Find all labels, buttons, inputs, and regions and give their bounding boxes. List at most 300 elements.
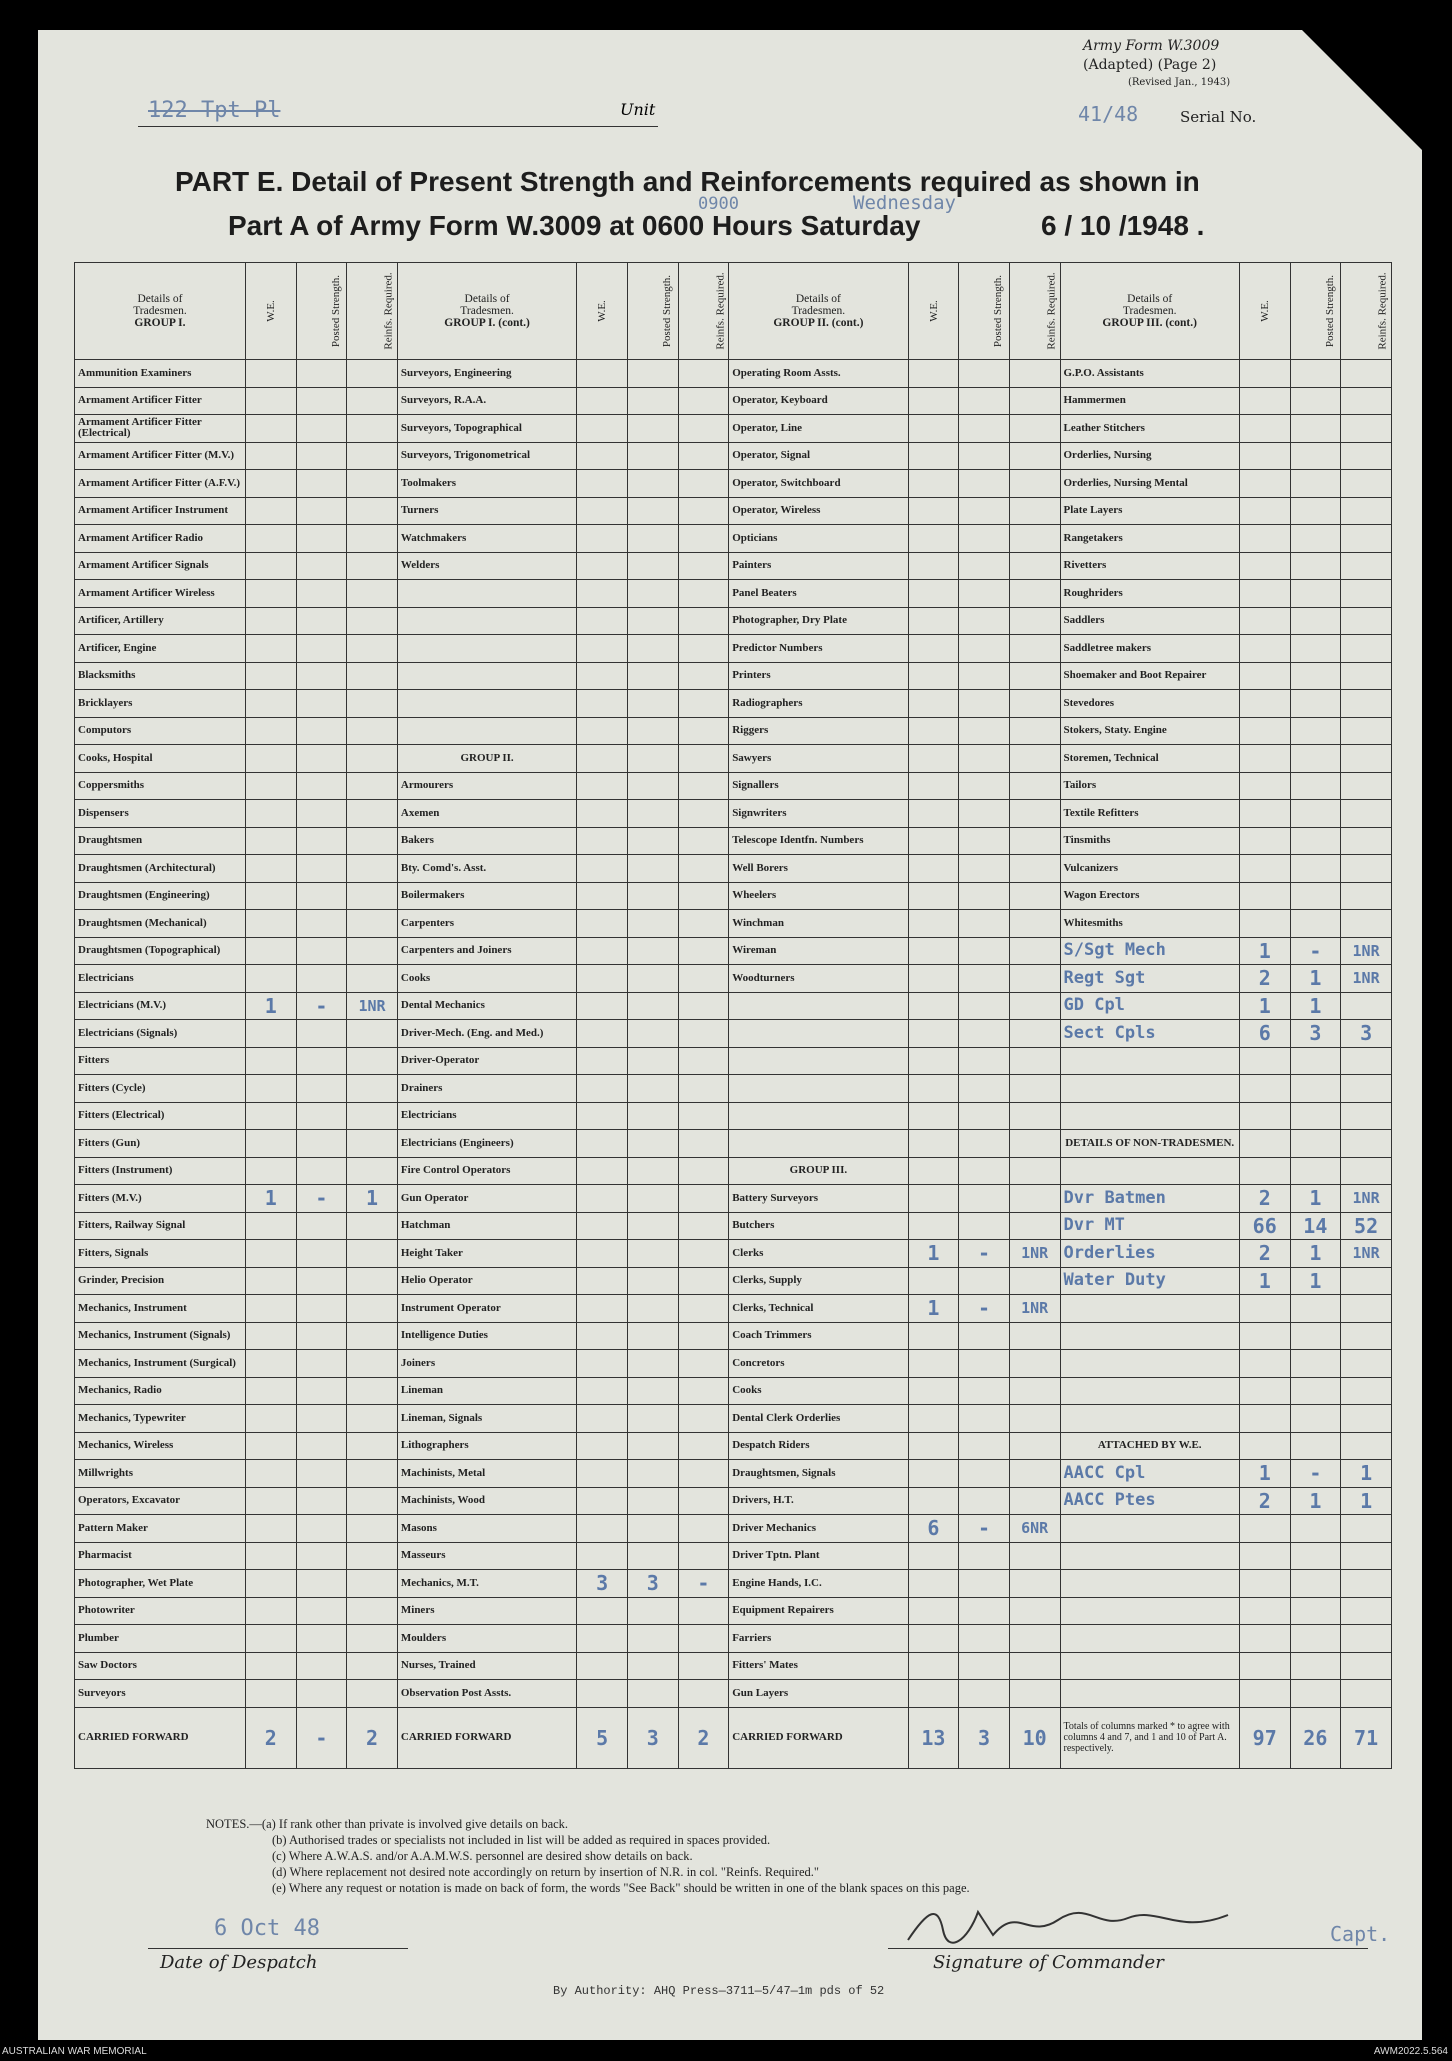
reinfs-value (1341, 992, 1392, 1020)
we-value (577, 1322, 628, 1350)
reinfs-value (347, 360, 398, 388)
we-value (245, 1157, 296, 1185)
trade-name: Battery Surveyors (729, 1185, 908, 1213)
reinfs-value (347, 1542, 398, 1570)
reinfs-value (347, 717, 398, 745)
trade-name (1060, 1157, 1239, 1185)
trade-name: Wagon Erectors (1060, 882, 1239, 910)
title-line1: PART E. Detail of Present Strength and Reinforcements required as shown in (175, 166, 1200, 197)
posted-value (1290, 525, 1341, 553)
table-row (75, 937, 1392, 965)
trade-name: Ammunition Examiners (75, 360, 246, 388)
posted-value: 1 (1290, 992, 1341, 1020)
trade-name: Machinists, Metal (397, 1460, 576, 1488)
header-reinfs: Reinfs. Required. (347, 263, 398, 360)
trade-name: Saddletree makers (1060, 635, 1239, 663)
we-value (577, 1350, 628, 1378)
we-value (245, 497, 296, 525)
trade-name: Electricians (75, 965, 246, 993)
posted-value (627, 1212, 678, 1240)
table-row (75, 690, 1392, 718)
trade-name (729, 1102, 908, 1130)
trade-name: Boilermakers (397, 882, 576, 910)
trade-name: AACC Cpl (1060, 1460, 1239, 1488)
table-row (75, 827, 1392, 855)
reinfs-value (1009, 580, 1060, 608)
total-we: 97 (1239, 1707, 1290, 1768)
trade-name: Turners (397, 497, 576, 525)
trade-name: Panel Beaters (729, 580, 908, 608)
trade-name (397, 662, 576, 690)
posted-value (627, 360, 678, 388)
reinfs-value (347, 387, 398, 415)
we-value (245, 552, 296, 580)
trade-name: Operator, Line (729, 415, 908, 443)
posted-value (959, 1047, 1010, 1075)
we-value (577, 415, 628, 443)
reinfs-value (1341, 1515, 1392, 1543)
reinfs-value (678, 442, 729, 470)
we-value (908, 470, 959, 498)
reinfs-value (1341, 1377, 1392, 1405)
trade-name (729, 992, 908, 1020)
header-reinfs: Reinfs. Required. (1009, 263, 1060, 360)
carried-forward-label: CARRIED FORWARD (397, 1707, 576, 1768)
posted-value (959, 1322, 1010, 1350)
we-value (245, 1377, 296, 1405)
table-row (75, 1487, 1392, 1515)
we-value (1239, 1322, 1290, 1350)
trade-name: Roughriders (1060, 580, 1239, 608)
posted-value (959, 1130, 1010, 1158)
trade-name: Wheelers (729, 882, 908, 910)
posted-value (296, 497, 347, 525)
reinfs-value (678, 662, 729, 690)
trade-name: Driver Tptn. Plant (729, 1542, 908, 1570)
table-row (75, 772, 1392, 800)
trade-name: Fitters (Instrument) (75, 1157, 246, 1185)
table-row (75, 360, 1392, 388)
posted-value (627, 772, 678, 800)
reinfs-value (347, 1680, 398, 1708)
posted-value (959, 525, 1010, 553)
posted-value (296, 965, 347, 993)
header-reinfs: Reinfs. Required. (678, 263, 729, 360)
posted-value (959, 470, 1010, 498)
note-b: (b) Authorised trades or specialists not included in list will be added as required in spaces provided. (272, 1833, 771, 1847)
reinfs-value (1341, 1570, 1392, 1598)
trade-name: Driver Mechanics (729, 1515, 908, 1543)
trade-name: Mechanics, Instrument (Signals) (75, 1322, 246, 1350)
trade-name: Well Borers (729, 855, 908, 883)
table-row (75, 1570, 1392, 1598)
we-value (908, 882, 959, 910)
trade-name: Gun Operator (397, 1185, 576, 1213)
trade-name: Fitters (M.V.) (75, 1185, 246, 1213)
we-value: 2 (1239, 1487, 1290, 1515)
posted-value (296, 882, 347, 910)
we-value (908, 442, 959, 470)
notes (206, 1816, 970, 1896)
reinfs-value (1341, 497, 1392, 525)
reinfs-value (678, 635, 729, 663)
reinfs-value (1009, 1047, 1060, 1075)
we-value (577, 1542, 628, 1570)
we-value (1239, 855, 1290, 883)
we-value (577, 1680, 628, 1708)
trade-name: Nurses, Trained (397, 1652, 576, 1680)
trade-name: GD Cpl (1060, 992, 1239, 1020)
posted-value (296, 662, 347, 690)
posted-value (959, 1680, 1010, 1708)
total-we: 2 (245, 1707, 296, 1768)
we-value (577, 717, 628, 745)
trade-name (1060, 1597, 1239, 1625)
trade-name (1060, 1515, 1239, 1543)
trade-name: Masons (397, 1515, 576, 1543)
trade-name: Bricklayers (75, 690, 246, 718)
posted-value (1290, 1515, 1341, 1543)
reinfs-value: 1NR (1009, 1295, 1060, 1323)
posted-value (627, 800, 678, 828)
we-value (245, 1322, 296, 1350)
we-value (908, 1597, 959, 1625)
we-value (245, 1102, 296, 1130)
reinfs-value (1341, 910, 1392, 938)
posted-value (627, 470, 678, 498)
table-row (75, 1295, 1392, 1323)
we-value (577, 690, 628, 718)
trade-name: Storemen, Technical (1060, 745, 1239, 773)
header-posted: Posted Strength. (296, 263, 347, 360)
trade-name: Surveyors, Trigonometrical (397, 442, 576, 470)
we-value (908, 1185, 959, 1213)
reinfs-value (678, 525, 729, 553)
trade-name: Predictor Numbers (729, 635, 908, 663)
reinfs-value (1341, 635, 1392, 663)
posted-value (296, 1157, 347, 1185)
we-value (1239, 415, 1290, 443)
reinfs-value (1341, 827, 1392, 855)
reinfs-value (678, 360, 729, 388)
trade-name: Saddlers (1060, 607, 1239, 635)
reinfs-value (1341, 1075, 1392, 1103)
posted-value (296, 580, 347, 608)
we-value (245, 1515, 296, 1543)
we-value: 2 (1239, 1240, 1290, 1268)
we-value (908, 1377, 959, 1405)
reinfs-value (1341, 1652, 1392, 1680)
trade-name: Cooks, Hospital (75, 745, 246, 773)
posted-value (1290, 1570, 1341, 1598)
we-value (908, 1350, 959, 1378)
posted-value (296, 1542, 347, 1570)
trade-name: Cooks (729, 1377, 908, 1405)
we-value (577, 1185, 628, 1213)
table-row (75, 497, 1392, 525)
signature-line (888, 1948, 1368, 1949)
we-value (245, 1020, 296, 1048)
unit-underline (138, 126, 658, 127)
posted-value (1290, 855, 1341, 883)
despatch-line (148, 1948, 408, 1949)
trade-name: Draughtsmen (Mechanical) (75, 910, 246, 938)
reinfs-value (1009, 635, 1060, 663)
reinfs-value (1341, 1680, 1392, 1708)
trade-name: Stokers, Staty. Engine (1060, 717, 1239, 745)
trade-name: Artificer, Engine (75, 635, 246, 663)
we-value (577, 910, 628, 938)
reinfs-value (347, 1157, 398, 1185)
posted-value (1290, 1652, 1341, 1680)
posted-value (296, 1680, 347, 1708)
reinfs-value (1009, 1625, 1060, 1653)
reinfs-value (1341, 1322, 1392, 1350)
trade-name: Bakers (397, 827, 576, 855)
we-value: 1 (245, 1185, 296, 1213)
we-value: 6 (908, 1515, 959, 1543)
trade-name: Plumber (75, 1625, 246, 1653)
we-value (577, 800, 628, 828)
header-we: W.E. (577, 263, 628, 360)
we-value (245, 1625, 296, 1653)
trade-name (1060, 1405, 1239, 1433)
reinfs-value (678, 1020, 729, 1048)
we-value (245, 525, 296, 553)
trade-name (397, 580, 576, 608)
posted-value (296, 1212, 347, 1240)
reinfs-value (678, 1515, 729, 1543)
trade-name: Driver-Mech. (Eng. and Med.) (397, 1020, 576, 1048)
signature-scribble (898, 1900, 1258, 1950)
posted-value (1290, 607, 1341, 635)
posted-value (627, 1295, 678, 1323)
note-c: (c) Where A.W.A.S. and/or A.A.M.W.S. personnel are desired show details on back. (272, 1849, 693, 1863)
reinfs-value (678, 1350, 729, 1378)
we-value (908, 1322, 959, 1350)
we-value (1239, 1625, 1290, 1653)
table-row (75, 1515, 1392, 1543)
trade-name: Draughtsmen (Architectural) (75, 855, 246, 883)
we-value (1239, 1570, 1290, 1598)
posted-value (296, 1240, 347, 1268)
we-value (1239, 1047, 1290, 1075)
trade-name (1060, 1570, 1239, 1598)
we-value (577, 827, 628, 855)
posted-value (296, 1432, 347, 1460)
trade-name: Lineman (397, 1377, 576, 1405)
table-row (75, 1130, 1392, 1158)
reinfs-value (678, 1322, 729, 1350)
we-value (245, 855, 296, 883)
we-value (908, 1212, 959, 1240)
posted-value (296, 1405, 347, 1433)
posted-value (1290, 882, 1341, 910)
strength-table (74, 262, 1392, 1769)
we-value (1239, 607, 1290, 635)
title-time-typed: 0900 (698, 194, 739, 214)
we-value (245, 1212, 296, 1240)
trade-name: Radiographers (729, 690, 908, 718)
we-value (1239, 580, 1290, 608)
we-value (245, 1130, 296, 1158)
reinfs-value (347, 1267, 398, 1295)
reinfs-value (1009, 1432, 1060, 1460)
posted-value (296, 442, 347, 470)
serial-value: 41/48 (1078, 102, 1139, 126)
reinfs-value (347, 1130, 398, 1158)
posted-value (959, 415, 1010, 443)
we-value (245, 965, 296, 993)
header-we: W.E. (1239, 263, 1290, 360)
reinfs-value (1009, 910, 1060, 938)
posted-value (1290, 1350, 1341, 1378)
trade-name: Observation Post Assts. (397, 1680, 576, 1708)
table-row (75, 717, 1392, 745)
posted-value (296, 1130, 347, 1158)
total-reinfs: 71 (1341, 1707, 1392, 1768)
reinfs-value (347, 1102, 398, 1130)
posted-value (627, 910, 678, 938)
posted-value (627, 745, 678, 773)
reinfs-value (347, 745, 398, 773)
we-value (245, 717, 296, 745)
header-we: W.E. (245, 263, 296, 360)
we-value (577, 1460, 628, 1488)
trade-name (1060, 1322, 1239, 1350)
posted-value (959, 690, 1010, 718)
posted-value (1290, 1102, 1341, 1130)
reinfs-value (347, 1432, 398, 1460)
posted-value (1290, 1625, 1341, 1653)
reinfs-value (1341, 525, 1392, 553)
reinfs-value (1009, 745, 1060, 773)
trade-name: Armament Artificer Radio (75, 525, 246, 553)
reinfs-value (347, 1597, 398, 1625)
reinfs-value (1009, 1322, 1060, 1350)
reinfs-value (1341, 1157, 1392, 1185)
totals-note: Totals of columns marked * to agree with columns 4 and 7, and 1 and 10 of Part A. respectively. (1060, 1707, 1239, 1768)
posted-value: 3 (1290, 1020, 1341, 1048)
trade-name: Operator, Switchboard (729, 470, 908, 498)
we-value (908, 1652, 959, 1680)
we-value (245, 635, 296, 663)
trade-name: Despatch Riders (729, 1432, 908, 1460)
trade-name: Armament Artificer Wireless (75, 580, 246, 608)
we-value (1239, 690, 1290, 718)
posted-value (627, 1267, 678, 1295)
reinfs-value (678, 1625, 729, 1653)
posted-value (959, 360, 1010, 388)
reinfs-value (1009, 772, 1060, 800)
table-row (75, 635, 1392, 663)
posted-value (959, 552, 1010, 580)
we-value (245, 1350, 296, 1378)
trade-name (397, 717, 576, 745)
posted-value (959, 387, 1010, 415)
reinfs-value (1009, 387, 1060, 415)
reinfs-value (678, 1652, 729, 1680)
posted-value (959, 1377, 1010, 1405)
form-id-line3: (Revised Jan., 1943) (1128, 77, 1231, 88)
posted-value (959, 1157, 1010, 1185)
trade-name: Surveyors, Engineering (397, 360, 576, 388)
table-row (75, 965, 1392, 993)
we-value (908, 1102, 959, 1130)
posted-value: 1 (1290, 1487, 1341, 1515)
table-row (75, 1625, 1392, 1653)
we-value (577, 1267, 628, 1295)
posted-value (1290, 800, 1341, 828)
posted-value (296, 635, 347, 663)
reinfs-value: 1NR (1341, 1185, 1392, 1213)
reinfs-value (678, 1240, 729, 1268)
posted-value (1290, 1405, 1341, 1433)
trade-name (729, 1020, 908, 1048)
reinfs-value (347, 470, 398, 498)
trade-name (729, 1075, 908, 1103)
we-value: 1 (1239, 992, 1290, 1020)
posted-value (627, 580, 678, 608)
trade-name: Dvr MT (1060, 1212, 1239, 1240)
posted-value (1290, 580, 1341, 608)
we-value: 1 (1239, 1267, 1290, 1295)
reinfs-value (1341, 800, 1392, 828)
we-value (577, 1157, 628, 1185)
we-value (1239, 800, 1290, 828)
reinfs-value: 1NR (347, 992, 398, 1020)
reinfs-value (1009, 470, 1060, 498)
posted-value: - (296, 1185, 347, 1213)
we-value (908, 607, 959, 635)
trade-name (1060, 1377, 1239, 1405)
posted-value (296, 1652, 347, 1680)
posted-value (959, 635, 1010, 663)
posted-value (296, 1460, 347, 1488)
we-value (908, 1460, 959, 1488)
posted-value (1290, 470, 1341, 498)
we-value (908, 1075, 959, 1103)
table-row (75, 580, 1392, 608)
reinfs-value (1009, 1542, 1060, 1570)
posted-value (959, 882, 1010, 910)
trade-name: Electricians (Signals) (75, 1020, 246, 1048)
header-group-1: Details of Tradesmen. GROUP I. (75, 263, 246, 360)
trade-name: Painters (729, 552, 908, 580)
trade-name: Surveyors, R.A.A. (397, 387, 576, 415)
reinfs-value (347, 1350, 398, 1378)
trade-name (1060, 1680, 1239, 1708)
posted-value (1290, 387, 1341, 415)
trade-name: Concretors (729, 1350, 908, 1378)
we-value (908, 937, 959, 965)
table-row (75, 387, 1392, 415)
we-value (1239, 1680, 1290, 1708)
reinfs-value (347, 1295, 398, 1323)
reinfs-value: 1NR (1341, 937, 1392, 965)
we-value: 1 (1239, 937, 1290, 965)
table-row (75, 1350, 1392, 1378)
we-value (1239, 360, 1290, 388)
posted-value (1290, 1157, 1341, 1185)
trade-name: Plate Layers (1060, 497, 1239, 525)
posted-value (959, 1020, 1010, 1048)
we-value (245, 1487, 296, 1515)
reinfs-value (1341, 1432, 1392, 1460)
total-posted: 26 (1290, 1707, 1341, 1768)
posted-value (959, 607, 1010, 635)
we-value (577, 387, 628, 415)
